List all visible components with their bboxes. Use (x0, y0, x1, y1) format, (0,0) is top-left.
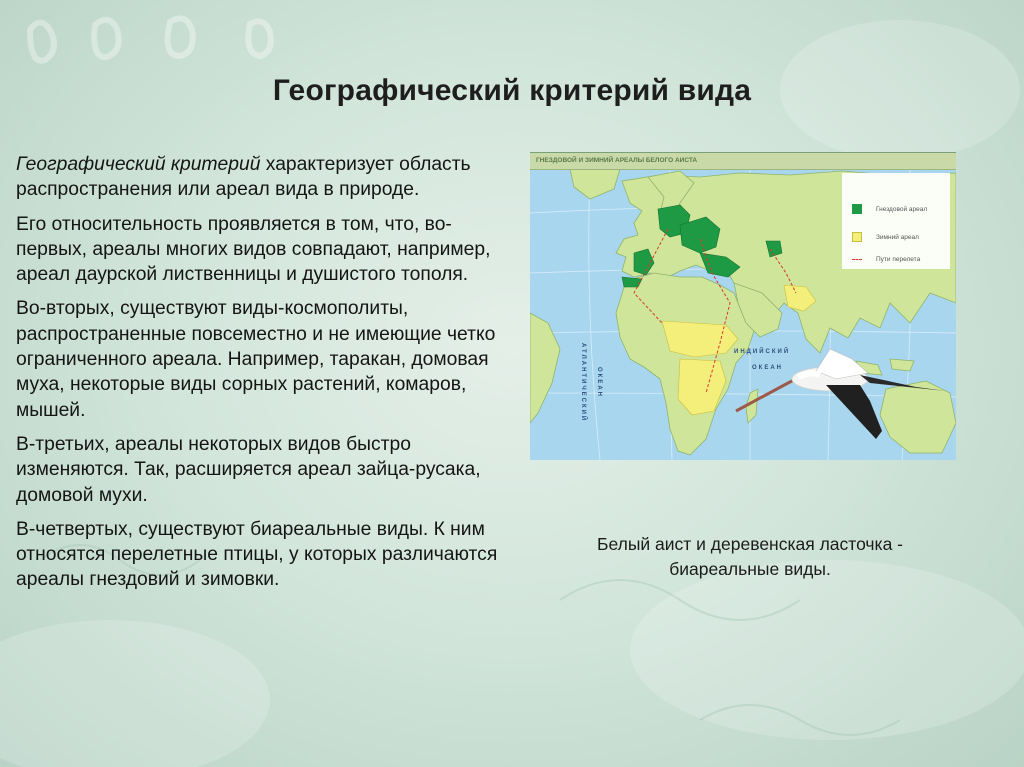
ocean-label-indian-2: ОКЕАН (752, 365, 783, 371)
paragraph-first: Его относительность проявляется в том, что, во-первых, ареалы многих видов совпадают, например, ареал даурской лиственницы и душистого тополя. (16, 213, 491, 286)
text-column (16, 152, 516, 602)
paragraph-fourth: В-четвертых, существуют биареальные виды. К ним относятся перелетные птицы, у которых различаются ареалы гнездовий и зимовки. (16, 518, 498, 591)
ocean-label-atlantic-1: АТЛАНТИЧЕСКИЙ (580, 343, 586, 423)
legend-item-winter (852, 231, 919, 243)
map-header: ГНЕЗДОВОЙ И ЗИМНИЙ АРЕАЛЫ БЕЛОГО АИСТА (530, 153, 956, 170)
map-legend (842, 173, 950, 269)
stork-range-map (530, 152, 956, 460)
ocean-label-atlantic-2: ОКЕАН (596, 367, 602, 398)
legend-item-nesting (852, 203, 927, 215)
legend-label-routes: Пути перелета (876, 255, 921, 263)
paragraph-second: Во-вторых, существуют виды-космополиты, распространенные повсеместно и не имеющие четко ограниченного ареала. Например, таракан, домовая муха, некоторые виды сорных растений, комаров, мышей. (16, 298, 496, 421)
legend-label-nesting: Гнездовой ареал (876, 205, 928, 213)
ocean-label-indian-1: ИНДИЙСКИЙ (734, 349, 791, 355)
paragraph-definition (16, 152, 516, 203)
legend-label-winter: Зимний ареал (876, 233, 919, 241)
legend-swatch-winter (852, 232, 862, 242)
map-caption: Белый аист и деревенская ласточка - биареальные виды. (596, 534, 904, 579)
paragraph-third: В-третьих, ареалы некоторых видов быстро изменяются. Так, расширяется ареал зайца-русака, домовой мухи. (16, 433, 481, 506)
definition-text: характеризует область распространения или ареал вида в природе. (16, 154, 471, 201)
slide-title: Географический критерий вида (272, 74, 752, 107)
legend-item-routes (852, 253, 920, 265)
legend-swatch-routes (852, 259, 862, 260)
term-highlight: Географический критерий (16, 154, 261, 175)
legend-swatch-nesting (852, 204, 862, 214)
